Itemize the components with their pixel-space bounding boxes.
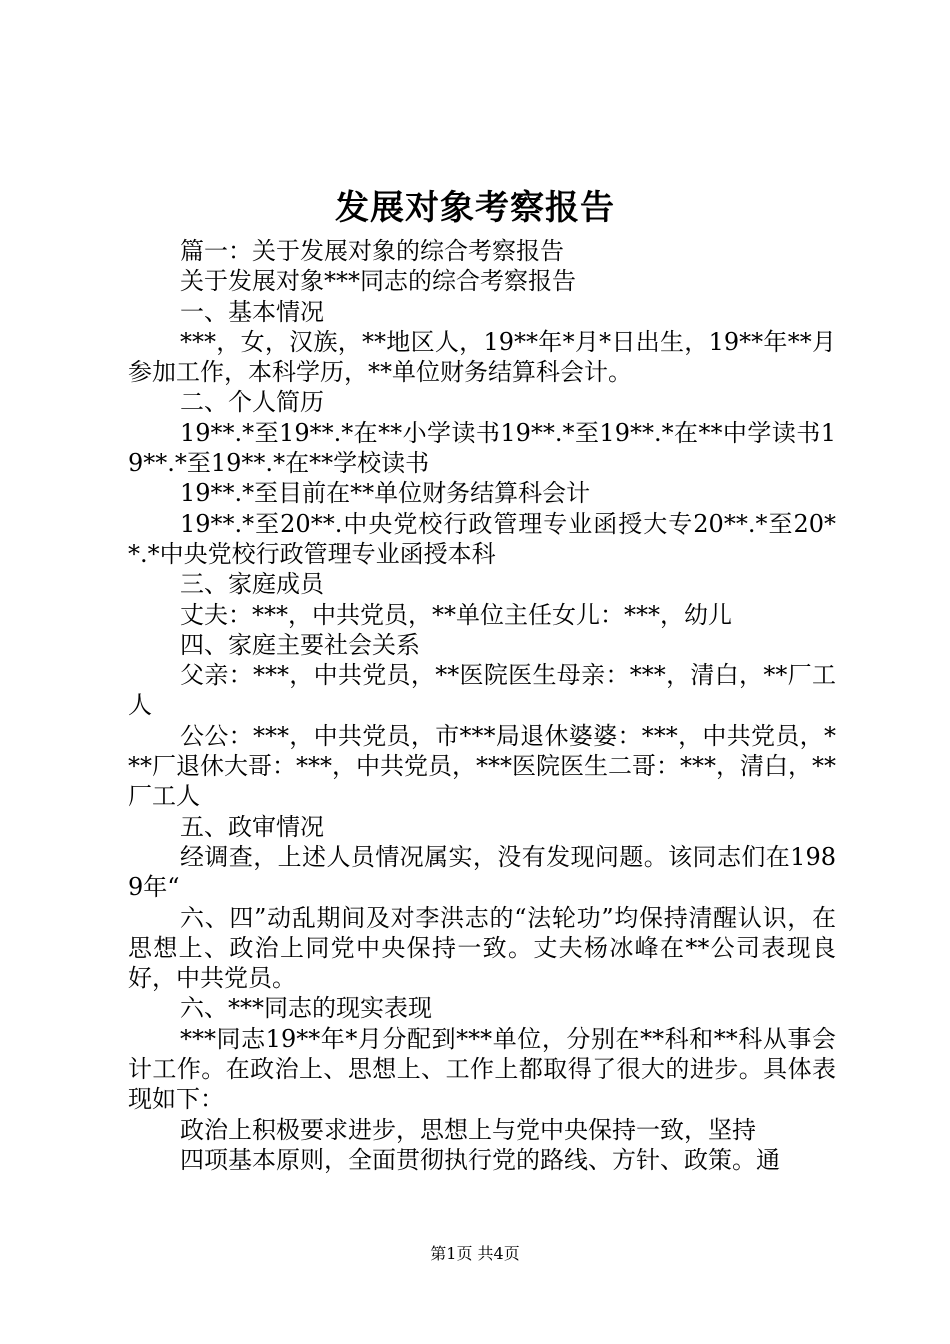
paragraph: 六、四”动乱期间及对李洪志的“法轮功”均保持清醒认识，在思想上、政治上同党中央保持一致。丈夫杨冰峰在**公司表现良好，中共党员。 (128, 903, 836, 993)
paragraph: ***，女，汉族，**地区人，19**年*月*日出生，19**年**月参加工作，本科学历，**单位财务结算科会计。 (128, 327, 836, 387)
paragraph: 丈夫：***，中共党员，**单位主任女儿：***，幼儿 (180, 600, 732, 629)
paragraph: 19**.*至目前在**单位财务结算科会计 (180, 479, 591, 508)
section-heading: 四、家庭主要社会关系 (180, 630, 420, 659)
section-heading: 二、个人简历 (180, 388, 324, 417)
paragraph: 四项基本原则，全面贯彻执行党的路线、方针、政策。通 (180, 1145, 780, 1174)
paragraph: 关于发展对象***同志的综合考察报告 (180, 267, 576, 296)
page-footer: 第1页 共4页 (430, 1244, 520, 1263)
paragraph: 父亲：***，中共党员，**医院医生母亲：***，清白，**厂工人 (128, 661, 836, 720)
paragraph: ***同志19**年*月分配到***单位，分别在**科和**科从事会计工作。在政治上、思想上、工作上都取得了很大的进步。具体表现如下： (128, 1024, 836, 1114)
document-title: 发展对象考察报告 (335, 188, 615, 228)
paragraph: 19**.*至19**.*在**小学读书19**.*至19**.*在**中学读书19**.*至19**.*在**学校读书 (128, 418, 836, 478)
paragraph: 经调查，上述人员情况属实，没有发现问题。该同志们在1989年“ (128, 842, 836, 902)
document-body (128, 236, 836, 1175)
paragraph: 政治上积极要求进步，思想上与党中央保持一致，坚持 (180, 1115, 756, 1144)
paragraph: 公公：***，中共党员，市***局退休婆婆：***，中共党员，***厂退休大哥：***，中共党员，***医院医生二哥：***，清白，**厂工人 (128, 721, 836, 811)
section-heading: 一、基本情况 (180, 297, 324, 326)
paragraph: 篇一：关于发展对象的综合考察报告 (180, 237, 564, 265)
paragraph: 19**.*至20**.中央党校行政管理专业函授大专20**.*至20**.*中央党校行政管理专业函授本科 (128, 509, 836, 568)
section-heading: 五、政审情况 (180, 812, 324, 841)
section-heading: 三、家庭成员 (180, 570, 324, 599)
section-heading: 六、***同志的现实表现 (180, 994, 432, 1023)
